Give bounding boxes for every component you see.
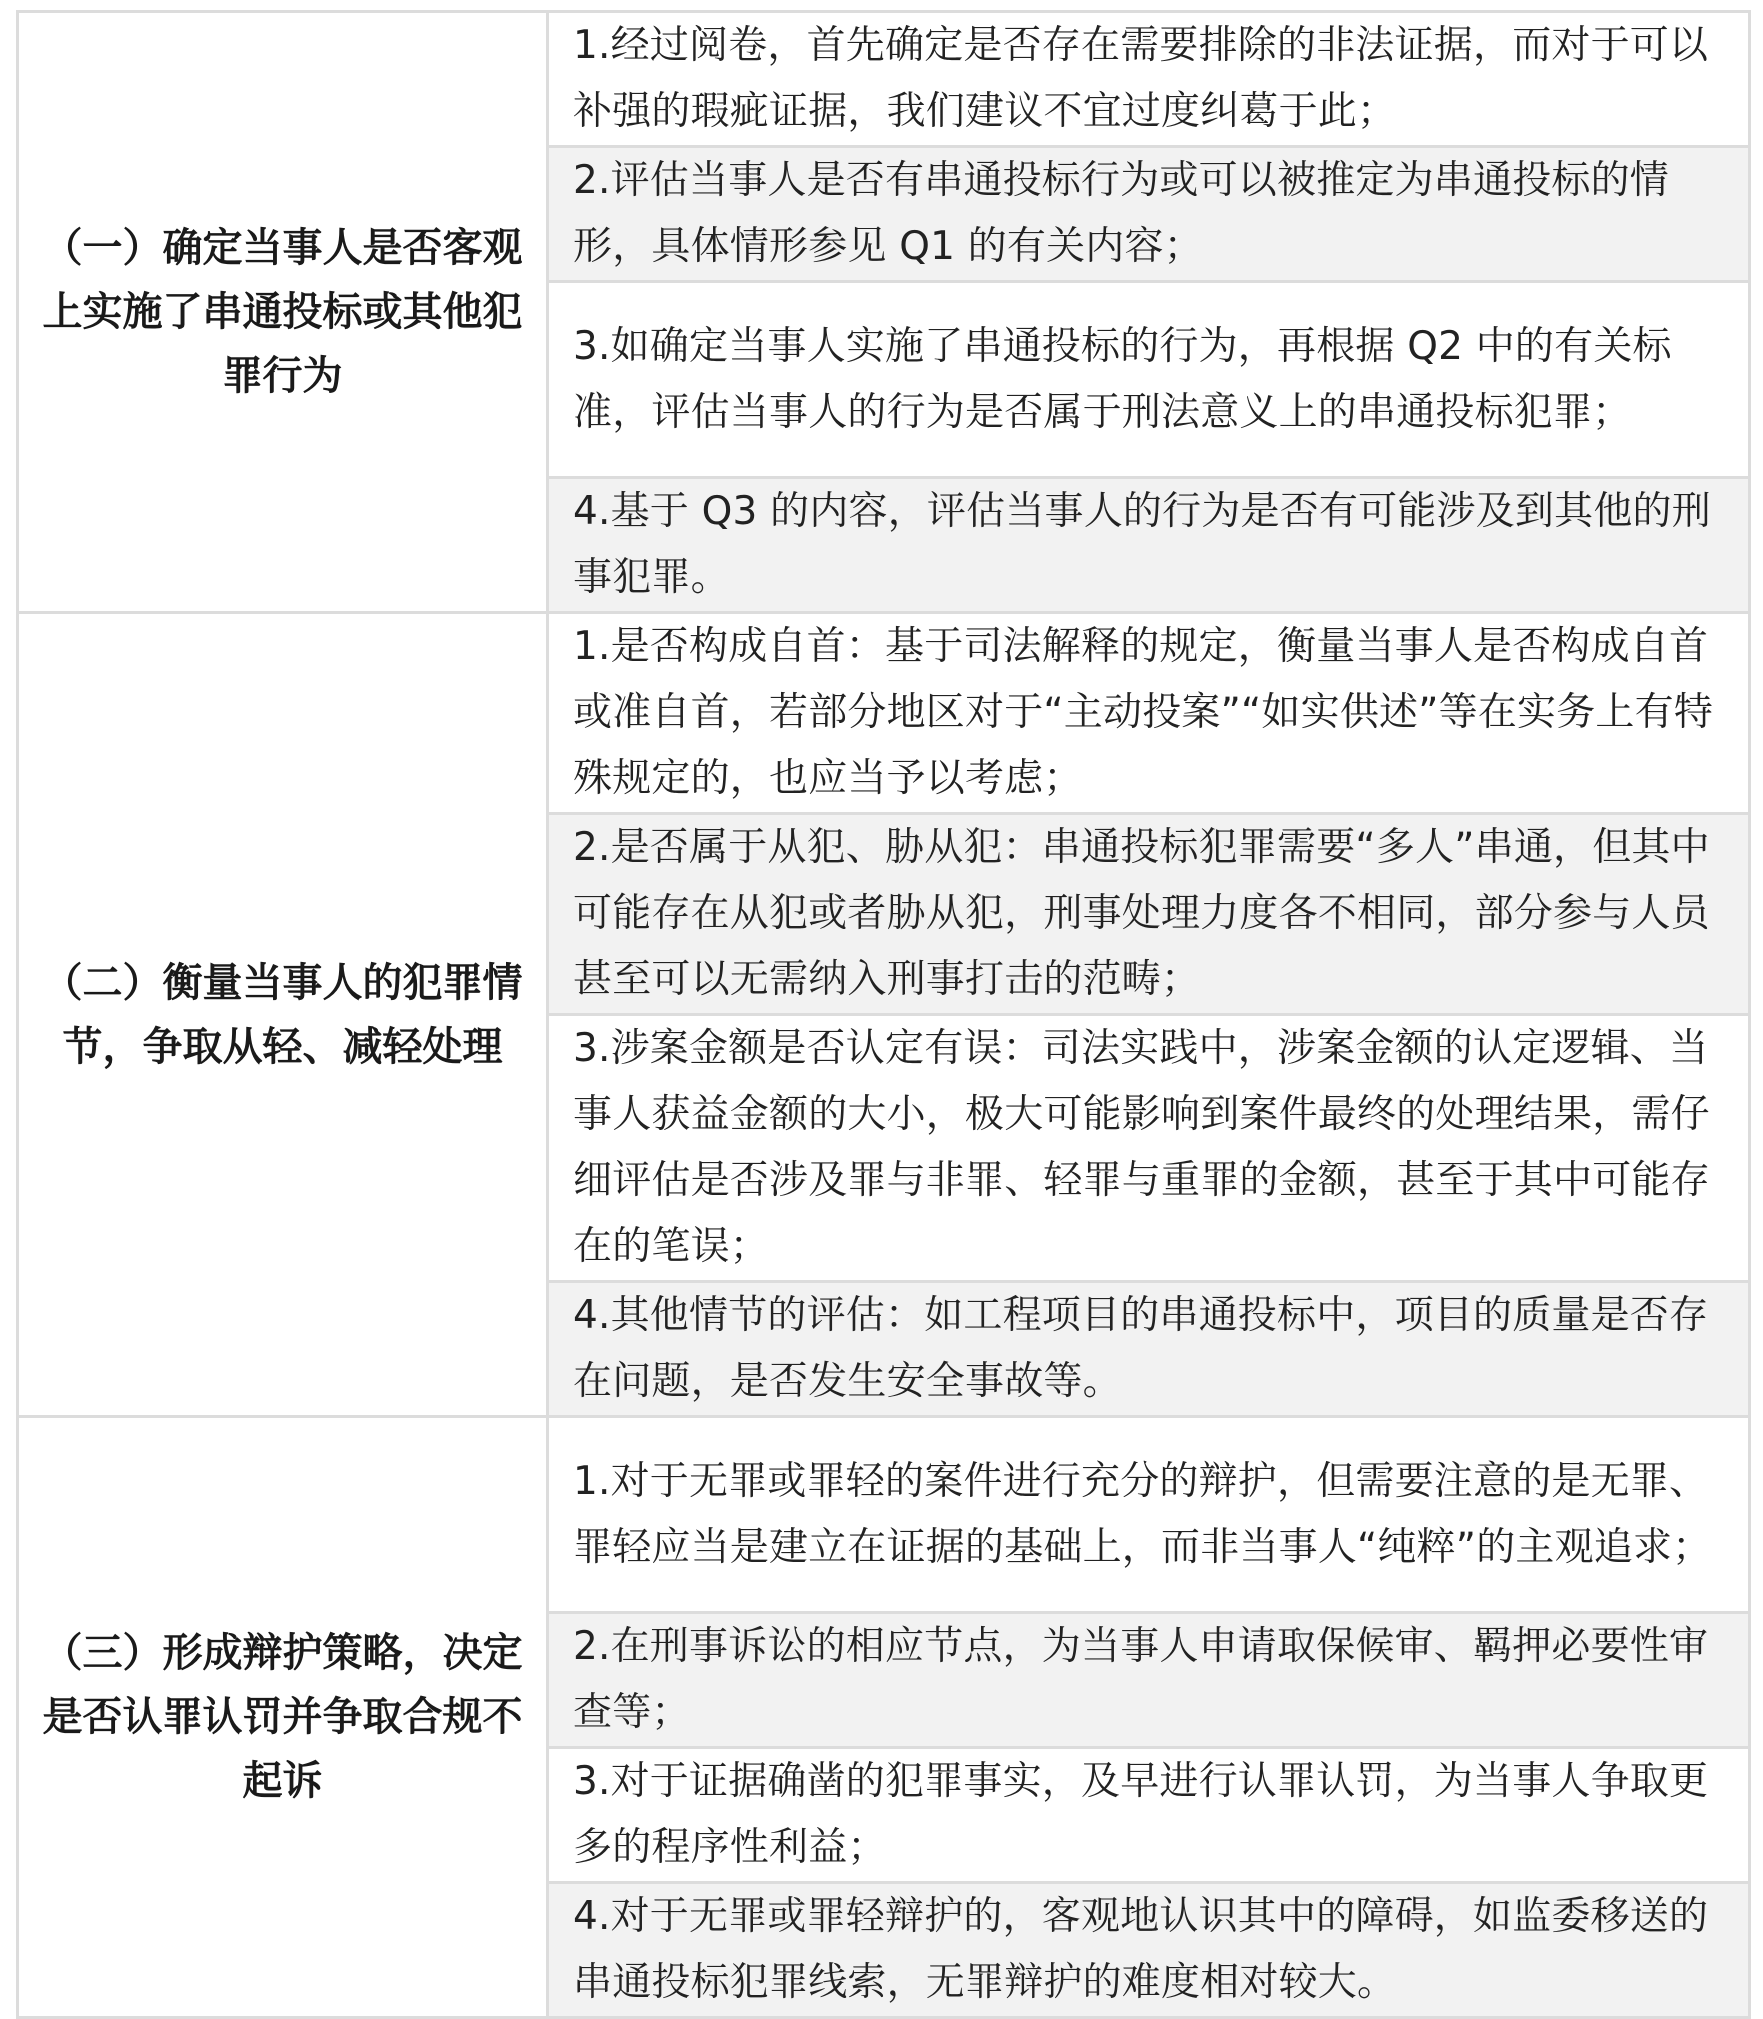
list-item: 2.在刑事诉讼的相应节点，为当事人申请取保候审、羁押必要性审查等； [548,1613,1750,1748]
list-item: 3.涉案金额是否认定有误：司法实践中，涉案金额的认定逻辑、当事人获益金额的大小，极大可能影响到案件最终的处理结果，需仔细评估是否涉及罪与非罪、轻罪与重罪的金额，甚至于其中可能存在的笔误； [548,1015,1750,1282]
strategy-table [16,10,1751,2019]
list-item: 1.对于无罪或罪轻的案件进行充分的辩护，但需要注意的是无罪、罪轻应当是建立在证据的基础上，而非当事人“纯粹”的主观追求； [548,1417,1750,1613]
list-item: 3.对于证据确凿的犯罪事实，及早进行认罪认罚，为当事人争取更多的程序性利益； [548,1748,1750,1883]
section-heading: （一）确定当事人是否客观上实施了串通投标或其他犯罪行为 [18,12,548,613]
list-item: 2.是否属于从犯、胁从犯：串通投标犯罪需要“多人”串通，但其中可能存在从犯或者胁从犯，刑事处理力度各不相同，部分参与人员甚至可以无需纳入刑事打击的范畴； [548,814,1750,1015]
section-heading: （二）衡量当事人的犯罪情节，争取从轻、减轻处理 [18,613,548,1417]
list-item: 1.经过阅卷，首先确定是否存在需要排除的非法证据，而对于可以补强的瑕疵证据，我们建议不宜过度纠葛于此； [548,12,1750,147]
table-row [18,1417,1750,1613]
list-item: 2.评估当事人是否有串通投标行为或可以被推定为串通投标的情形，具体情形参见 Q1 的有关内容； [548,147,1750,282]
table-row [18,613,1750,814]
list-item: 4.其他情节的评估：如工程项目的串通投标中，项目的质量是否存在问题，是否发生安全事故等。 [548,1282,1750,1417]
list-item: 4.基于 Q3 的内容，评估当事人的行为是否有可能涉及到其他的刑事犯罪。 [548,478,1750,613]
list-item: 4.对于无罪或罪轻辩护的，客观地认识其中的障碍，如监委移送的串通投标犯罪线索，无罪辩护的难度相对较大。 [548,1883,1750,2018]
table-row [18,12,1750,147]
section-heading: （三）形成辩护策略，决定是否认罪认罚并争取合规不起诉 [18,1417,548,2018]
list-item: 1.是否构成自首：基于司法解释的规定，衡量当事人是否构成自首或准自首，若部分地区对于“主动投案”“如实供述”等在实务上有特殊规定的，也应当予以考虑； [548,613,1750,814]
list-item: 3.如确定当事人实施了串通投标的行为，再根据 Q2 中的有关标准，评估当事人的行为是否属于刑法意义上的串通投标犯罪； [548,282,1750,478]
